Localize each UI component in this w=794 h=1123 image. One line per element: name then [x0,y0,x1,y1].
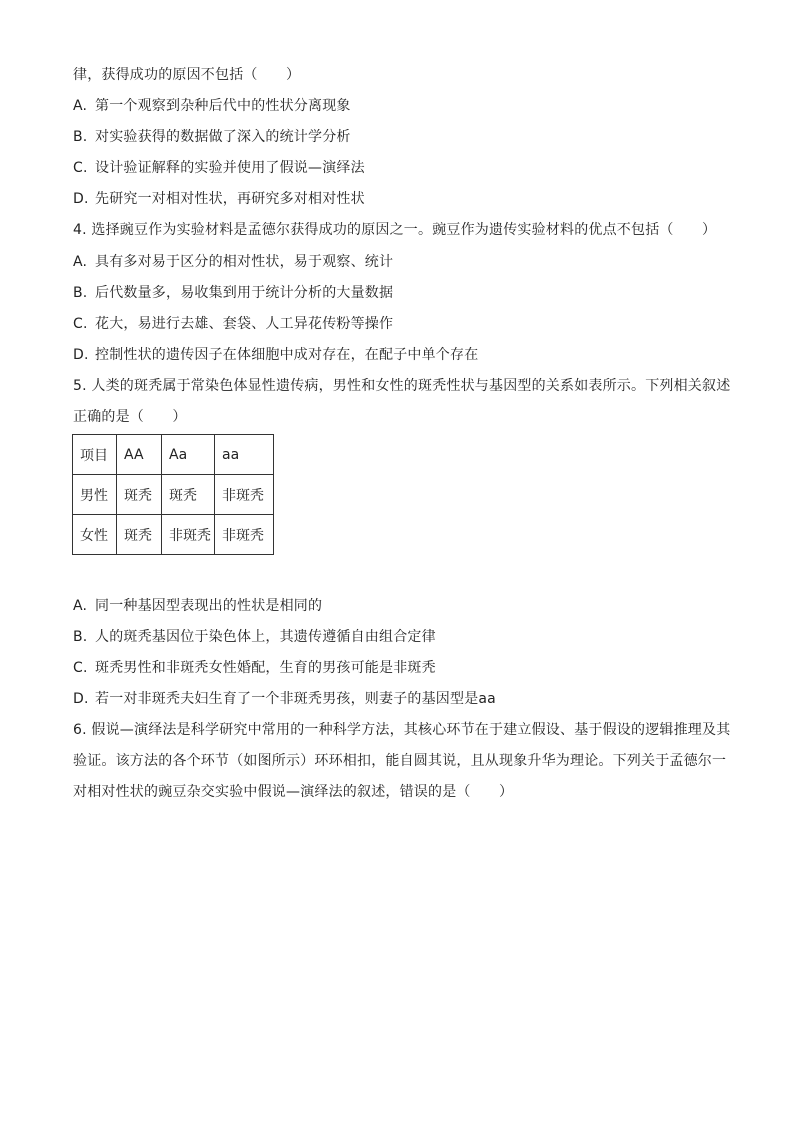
genotype-table [72,434,274,555]
option-letter: D. [73,347,89,363]
table-cell: 非斑秃 [162,515,215,555]
table-header-cell: AA [117,435,162,475]
q4-option-a [73,252,393,272]
option-letter: B. [73,629,88,645]
q3-option-b [73,127,351,147]
option-text: 第一个观察到杂种后代中的性状分离现象 [95,98,351,114]
table-cell: 斑秃 [162,475,215,515]
option-text: 控制性状的遗传因子在体细胞中成对存在，在配子中单个存在 [95,347,479,363]
q3-option-c [73,158,365,178]
option-text: 人的斑秃基因位于染色体上，其遗传遵循自由组合定律 [95,629,436,645]
option-letter: A. [73,598,88,614]
table-header-cell: 项目 [73,435,117,475]
q5-option-a [73,596,322,616]
q5-option-c [73,658,436,678]
q4-option-d [73,345,478,365]
q4-option-b [73,283,393,303]
q3-stem-tail: 律，获得成功的原因不包括（ ） [73,67,301,83]
option-letter: B. [73,129,88,145]
q6-stem-line-1: 6. 假说—演绎法是科学研究中常用的一种科学方法，其核心环节在于建立假设、基于假设的逻辑推理及其 [73,722,731,738]
q5-option-b [73,627,436,647]
option-text: 后代数量多，易收集到用于统计分析的大量数据 [95,285,394,301]
q6-stem-line-3: 对相对性状的豌豆杂交实验中假说—演绎法的叙述，错误的是（ ） [73,784,514,800]
option-letter: C. [73,160,88,176]
option-text: 具有多对易于区分的相对性状，易于观察、统计 [95,254,394,270]
option-text: 对实验获得的数据做了深入的统计学分析 [95,129,351,145]
option-letter: A. [73,98,88,114]
q6-stem-line-2: 验证。该方法的各个环节（如图所示）环环相扣，能自圆其说，且从现象升华为理论。下列关于孟德尔一 [73,753,727,769]
option-text: 设计验证解释的实验并使用了假说—演绎法 [95,160,365,176]
table-cell: 非斑秃 [215,475,274,515]
table-cell: 女性 [73,515,117,555]
option-text: 先研究一对相对性状，再研究多对相对性状 [95,191,365,207]
option-letter: B. [73,285,88,301]
q4-stem: 4. 选择豌豆作为实验材料是孟德尔获得成功的原因之一。豌豆作为遗传实验材料的优点不包括（ ） [73,222,717,238]
q5-stem-line-1: 5. 人类的斑秃属于常染色体显性遗传病，男性和女性的斑秃性状与基因型的关系如表所示。下列相关叙述 [73,378,731,394]
q5-option-d [73,689,496,709]
option-letter: D. [73,691,89,707]
table-row [73,475,274,515]
option-text: 同一种基因型表现出的性状是相同的 [95,598,323,614]
table-header-cell: aa [215,435,274,475]
option-letter: D. [73,191,89,207]
q5-stem-line-2: 正确的是（ ） [73,409,187,425]
q4-option-c [73,314,393,334]
option-text: 若一对非斑秃夫妇生育了一个非斑秃男孩，则妻子的基因型是aa [95,691,496,707]
table-cell: 斑秃 [117,475,162,515]
option-text: 斑秃男性和非斑秃女性婚配，生育的男孩可能是非斑秃 [95,660,436,676]
table-header-row [73,435,274,475]
option-letter: C. [73,660,88,676]
table-row [73,515,274,555]
table-cell: 非斑秃 [215,515,274,555]
q3-option-a [73,96,351,116]
table-cell: 男性 [73,475,117,515]
option-letter: C. [73,316,88,332]
option-letter: A. [73,254,88,270]
table-header-cell: Aa [162,435,215,475]
q3-option-d [73,189,365,209]
option-text: 花大，易进行去雄、套袋、人工异花传粉等操作 [95,316,394,332]
table-cell: 斑秃 [117,515,162,555]
